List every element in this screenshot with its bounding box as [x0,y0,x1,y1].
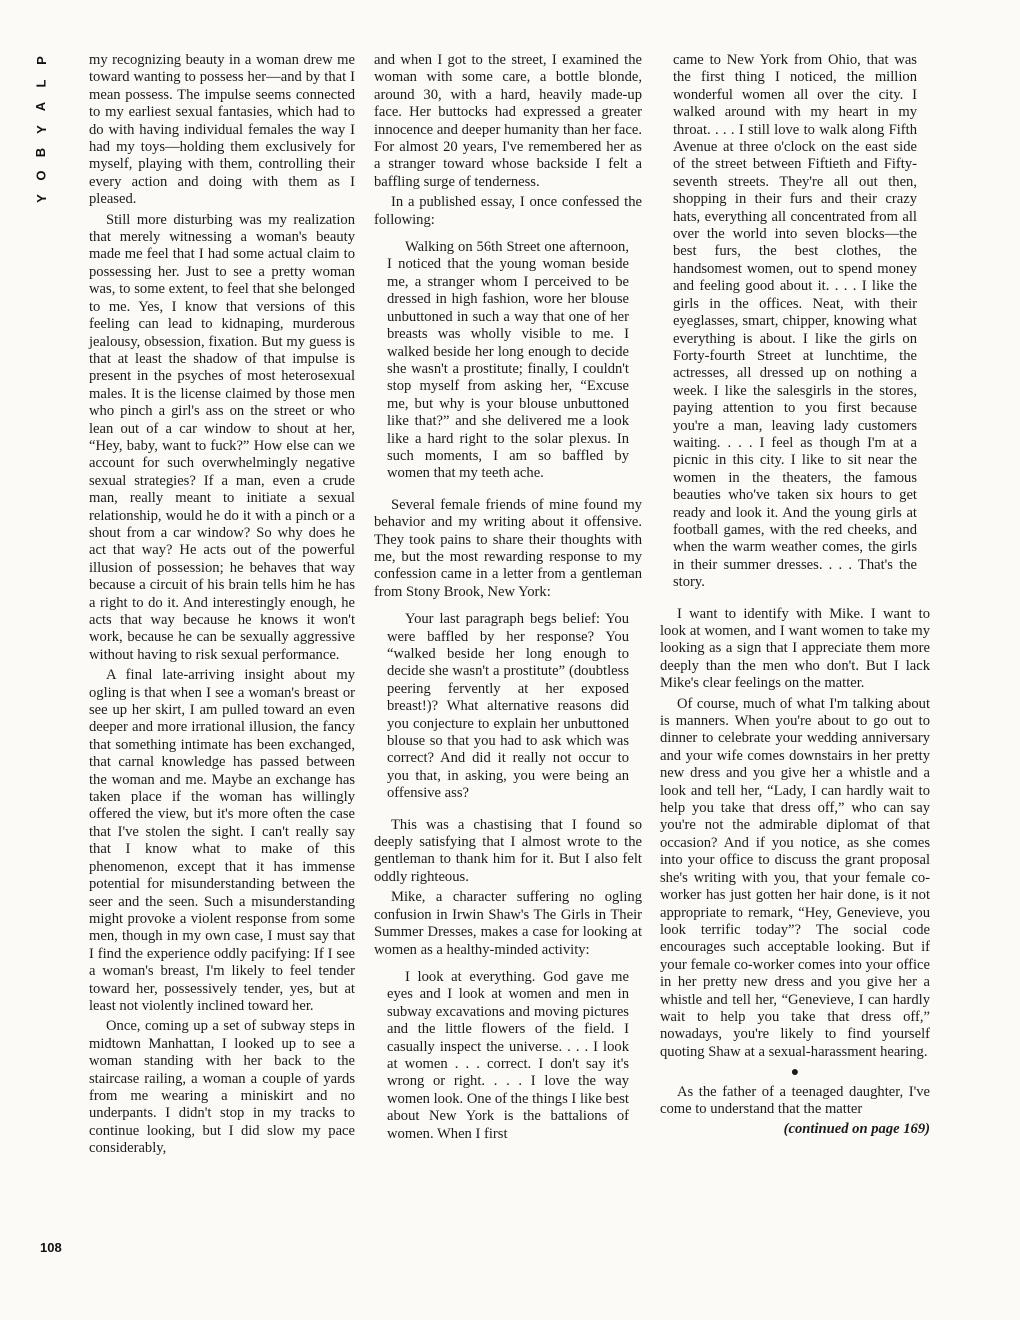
masthead-letter: A [33,101,49,112]
quote-text: came to New York from Ohio, that was the first thing I noticed, the million wonderful women all over the city. I walked around with my heart in my throat. . . . I still love to walk along Fifth Avenue at three o'clock on the east side of the street between Fiftieth and Fifty-seventh streets. They're all out then, shopping in their furs and their crazy hats, everything all concentrated from all over the world into seven blocks—the best furs, the best clothes, the handsomest women, out to spend money and feeling good about it. . . . I like the girls in the offices. Neat, with their eyeglasses, smart, chipper, knowing what everything is about. I like the girls on Forty-fourth Street at lunchtime, the actresses, all dressed up on nothing a week. I like the salesgirls in the stores, paying attention to you first because you're a man, leaving lady customers waiting. . . . I feel as though I'm at a picnic in this city. I like to sit near the women in the theaters, the famous beauties who've taken six hours to get ready and look it. And the young girls at football games, with the red cheeks, and when the warm weather comes, the girls in their summer dresses. . . . That's the story. [673,52,917,591]
column-1 [89,52,355,1161]
section-bullet-icon: ● [790,1065,800,1081]
masthead-letter: O [33,170,49,181]
masthead-letter: B [33,147,49,158]
paragraph: Of course, much of what I'm talking about is manners. When you're about to go out to dinner to celebrate your wedding anniversary and your wife comes downstairs in her pretty new dress and you give her a whistle and a look and tell her, “Lady, I can hardly wait to help you take that dress off,” who can say you're not the admirable diplomat of that occasion? And if you notice, as she comes into your office to discuss the grant proposal she's writing with you, that your female co-worker has just gotten her hair done, is it not appropriate to remark, “Hey, Genevieve, you look terrific today”? The social code encourages such acceptable looking. But if your female co-worker comes into your office in her pretty new dress and you give her a whistle and tell her, “Genevieve, I can hardly wait to help you take that dress off,” nowadays, you're likely to find yourself quoting Shaw at a sexual-harassment hearing. [660,695,930,1060]
paragraph: and when I got to the street, I examined the woman with some care, a bottle blonde, around 30, with a hard, heavily made-up face. Her buttocks had expressed a greater innocence and deeper humanity than her face. For almost 20 years, I've remembered her as a stranger toward whose backside I felt a baffling surge of tenderness. [374,52,642,190]
block-quote [387,239,629,483]
playboy-masthead [30,50,52,209]
masthead-letter: Y [33,125,49,134]
masthead-letter: P [33,56,49,65]
column-2 [374,52,642,1157]
continued-note: (continued on page 169) [783,1121,930,1138]
paragraph: In a published essay, I once confessed the following: [374,194,642,228]
paragraph: Several female friends of mine found my behavior and my writing about it offensive. They took pains to share their thoughts with me, but the most rewarding response to my confession came in a letter from a gentleman from Stony Brook, New York: [374,496,642,600]
paragraph: Once, coming up a set of subway steps in midtown Manhattan, I looked up to see a woman standing with her back to the staircase railing, a woman a couple of yards from me wearing a miniskirt and no underpants. I didn't stop in my tracks to continue looking, but I did slow my pace considerably, [89,1018,355,1157]
quote-text: Walking on 56th Street one afternoon, I noticed that the young woman beside me, a stranger whom I perceived to be dressed in high fashion, wore her blouse unbuttoned in such a way that one of her breasts was wholly visible to me. I walked beside her long enough to decide she wasn't a prostitute; finally, I couldn't stop myself from asking her, “Excuse me, but why is your blouse unbuttoned like that?” and she delivered me a look like a hard right to the solar plexus. In such moments, I am so baffled by women that my teeth ache. [387,239,629,482]
paragraph: This was a chastising that I found so deeply satisfying that I almost wrote to the gentleman to thank him for it. But I also felt oddly righteous. [374,816,642,885]
paragraph: my recognizing beauty in a woman drew me toward wanting to possess her—and by that I mean possess. The impulse seems connected to my earliest sexual fantasies, which had to do with having individual females the way I had my toys—holding them exclusively for myself, playing with them, controlling their every action and doing with them as I pleased. [89,52,355,208]
masthead-letter: Y [33,194,49,203]
paragraph: A final late-arriving insight about my ogling is that when I see a woman's breast or see up her skirt, I am pulled toward an even deeper and more irrational illusion, the fancy that something intimate has been exchanged, that carnal knowledge has passed between the woman and me. Maybe an exchange has taken place if the woman has willingly offered the view, but it's more often the case that I've stolen the sight. I can't really say that I know what to make of this phenomenon, except that it has immense potential for misunderstanding between the seer and the seen. Such a misunderstanding might provoke a violent response from some men, though in my own case, I must say that I find the experience oddly pacifying: If I see a woman's breast, I'm likely to feel tender toward her, possessively tender, yes, but at least not violently inclined toward her. [89,667,355,1014]
masthead-letter: L [33,79,49,88]
paragraph: I want to identify with Mike. I want to look at women, and I want women to take my looking as a sign that I appreciate them more deeply than the men who don't. But I lack Mike's clear feelings on the matter. [660,605,930,692]
paragraph: Mike, a character suffering no ogling confusion in Irwin Shaw's The Girls in Their Summer Dresses, makes a case for looking at women as a healthy-minded activity: [374,889,642,958]
block-quote [387,611,629,802]
column-3 [660,52,930,1142]
block-quote-continued [673,52,917,592]
quote-text: Your last paragraph begs belief: You were baffled by her response? You “walked beside her long enough to decide she wasn't a prostitute” (doubtless peering fervently at her exposed breast!)? What alternative reasons did you conjecture to explain her unbuttoned blouse so that you had to ask which was correct? And did it really not occur to you that, in asking, you were being an offensive ass? [387,611,629,802]
paragraph: As the father of a teenaged daughter, I've come to understand that the matter [660,1083,930,1117]
paragraph: Still more disturbing was my realization that merely witnessing a woman's beauty made me feel that I had some actual claim to possessing her. Just to see a pretty woman was, to some extent, to feel that she belonged to me. Yes, I know that versions of this feeling can lead to kidnaping, murderous jealousy, obsession, fixation. But my guess is that at least the shadow of that impulse is present in the psyches of most heterosexual males. It is the license claimed by those men who pinch a girl's ass on the street or who lean out of a car window to shout at her, “Hey, baby, want to fuck?” How else can we account for such overwhelmingly negative sexual strategies? If a man, even a crude man, really meant to initiate a sexual relationship, would he do it with a pinch or a shout from a car window? So why does he act that way? He acts out of the powerful illusion of possession; he behaves that way because a circuit of his brain tells him he has a right to do it. And interestingly enough, he acts that way because he knows it won't work, because he can be sexually aggressive without having to risk sexual performance. [89,211,355,663]
page-number: 108 [40,1240,62,1255]
quote-text: I look at everything. God gave me eyes and I look at women and men in subway excavations and moving pictures and the little flowers of the field. I casually inspect the universe. . . . I look at women . . . correct. I don't say it's wrong or right. . . . I love the way women look. One of the things I like best about New York is the battalions of women. When I first [387,968,629,1142]
block-quote [387,969,629,1143]
